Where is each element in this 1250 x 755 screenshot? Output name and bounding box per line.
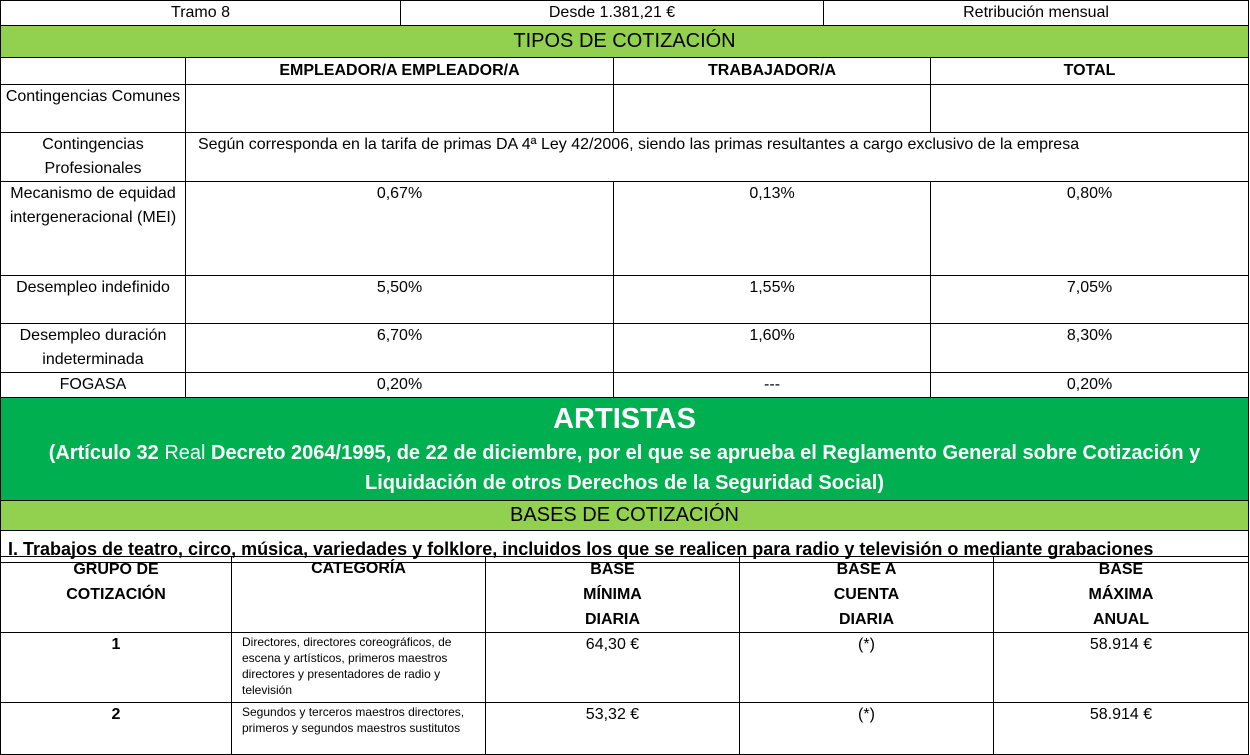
header-base-maxima: BASE MÁXIMA ANUAL xyxy=(994,557,1249,633)
artistas-banner xyxy=(1,398,1249,501)
header-grupo: GRUPO DE COTIZACIÓN xyxy=(1,557,232,633)
table-row xyxy=(1,182,1249,276)
grupo-value: 1 xyxy=(1,633,232,703)
empleador-value: 6,70% xyxy=(186,324,614,373)
base-cuenta-value: (*) xyxy=(740,703,994,755)
bases-title: BASES DE COTIZACIÓN xyxy=(1,501,1249,531)
base-maxima-value: 58.914 € xyxy=(994,703,1249,755)
total-value: 8,30% xyxy=(931,324,1249,373)
row-label: Contingencias Profesionales xyxy=(1,133,186,182)
table-row xyxy=(1,276,1249,324)
trabajador-value xyxy=(614,85,931,133)
empleador-value: 5,50% xyxy=(186,276,614,324)
profesionales-note: Según corresponda en la tarifa de primas DA 4ª Ley 42/2006, siendo las primas resultantes a cargo exclusivo de la empresa xyxy=(186,133,1249,182)
header-base-minima: BASE MÍNIMA DIARIA xyxy=(486,557,740,633)
row-label: Mecanismo de equidad intergeneracional (MEI) xyxy=(1,182,186,276)
header-categoria: CATEGORÍA xyxy=(232,557,486,633)
bases-cotizacion-table xyxy=(0,556,1249,755)
base-minima-value: 64,30 € xyxy=(486,633,740,703)
base-cuenta-value: (*) xyxy=(740,633,994,703)
desde-cell: Desde 1.381,21 € xyxy=(401,1,824,26)
empleador-value xyxy=(186,85,614,133)
table-row xyxy=(1,703,1249,755)
row-label: Desempleo indefinido xyxy=(1,276,186,324)
empleador-value: 0,67% xyxy=(186,182,614,276)
subtitle-real: Real xyxy=(164,442,206,464)
row-label: FOGASA xyxy=(1,373,186,398)
empty-header-cell xyxy=(1,58,186,85)
artistas-title: ARTISTAS xyxy=(553,403,696,435)
header-trabajador: TRABAJADOR/A xyxy=(614,58,931,85)
tramo-row xyxy=(1,1,1249,26)
categoria-value: Directores, directores coreográficos, de escena y artísticos, primeros maestros directores y presentadores de radio y televisión xyxy=(232,633,486,703)
trabajador-value: 1,55% xyxy=(614,276,931,324)
subtitle-part2: Decreto 2064/1995, de 22 de diciembre, por el que se aprueba el Reglamento General sobre Cotización y Liquidación de otros Derechos de la Seguridad Social) xyxy=(205,442,1201,494)
table-row xyxy=(1,85,1249,133)
total-value: 0,20% xyxy=(931,373,1249,398)
trabajador-value: 0,13% xyxy=(614,182,931,276)
tipos-header-row xyxy=(1,58,1249,85)
grupo-value: 2 xyxy=(1,703,232,755)
trabajador-value: 1,60% xyxy=(614,324,931,373)
categoria-value: Segundos y terceros maestros directores, primeros y segundos maestros sustitutos xyxy=(232,703,486,755)
table-row xyxy=(1,133,1249,182)
table-row xyxy=(1,324,1249,373)
header-total: TOTAL xyxy=(931,58,1249,85)
tramo-cell: Tramo 8 xyxy=(1,1,401,26)
header-base-cuenta: BASE A CUENTA DIARIA xyxy=(740,557,994,633)
total-value: 7,05% xyxy=(931,276,1249,324)
total-value: 0,80% xyxy=(931,182,1249,276)
row-label: Desempleo duración indeterminada xyxy=(1,324,186,373)
retribucion-cell: Retribución mensual xyxy=(824,1,1249,26)
tipos-title: TIPOS DE COTIZACIÓN xyxy=(1,26,1249,58)
table-row xyxy=(1,373,1249,398)
trabajador-value: --- xyxy=(614,373,931,398)
artistas-subtitle xyxy=(1,438,1248,498)
subtitle-part1: (Artículo 32 xyxy=(48,442,165,464)
bases-header-row xyxy=(1,557,1249,633)
header-empleador: EMPLEADOR/A EMPLEADOR/A xyxy=(186,58,614,85)
base-maxima-value: 58.914 € xyxy=(994,633,1249,703)
section-heading: I. Trabajos de teatro, circo, música, variedades y folklore, incluidos los que se realicen para radio y televisión o mediante grabaciones xyxy=(1,531,1249,563)
total-value xyxy=(931,85,1249,133)
empleador-value: 0,20% xyxy=(186,373,614,398)
row-label: Contingencias Comunes xyxy=(1,85,186,133)
artistas-cell xyxy=(1,398,1249,501)
table-row xyxy=(1,633,1249,703)
base-minima-value: 53,32 € xyxy=(486,703,740,755)
